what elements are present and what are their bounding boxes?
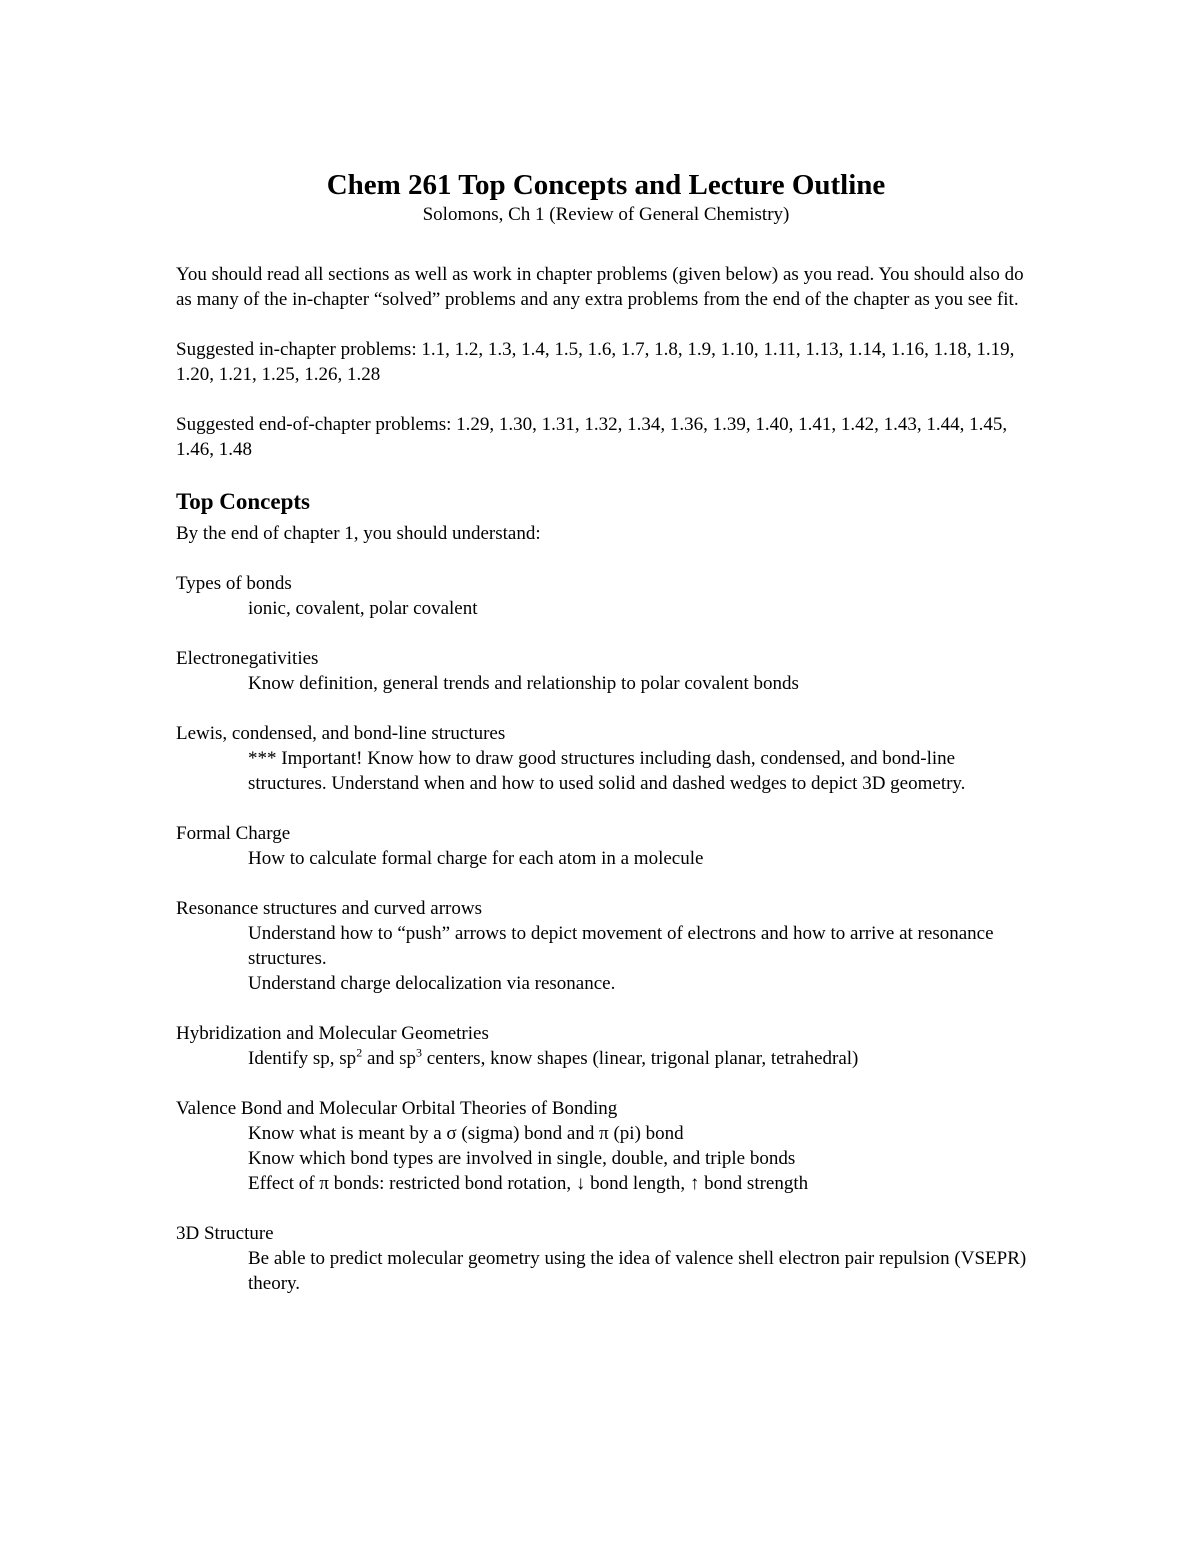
topic-line: Know which bond types are involved in single, double, and triple bonds	[248, 1148, 796, 1169]
intro-paragraph: You should read all sections as well as work in chapter problems (given below) as you read. You should also do as many of the in-chapter “solved” problems and any extra problems from the end of the chapter as you see fit.	[176, 264, 1024, 310]
topic-hybridization	[176, 1021, 1036, 1071]
topic-line: How to calculate formal charge for each atom in a molecule	[248, 848, 704, 869]
top-concepts-heading: Top Concepts	[176, 489, 310, 514]
topic-resonance	[176, 896, 1036, 996]
topic-line: Understand how to “push” arrows to depict movement of electrons and how to arrive at resonance structures.	[248, 923, 994, 969]
hybridization-line	[248, 1046, 1036, 1071]
document-page	[176, 168, 1036, 1321]
topic-title: Formal Charge	[176, 823, 291, 844]
topic-title: Valence Bond and Molecular Orbital Theories of Bonding	[176, 1098, 618, 1119]
topic-line: Understand charge delocalization via resonance.	[248, 973, 616, 994]
topic-formal-charge	[176, 821, 1036, 871]
hybrid-text-3: centers, know shapes (linear, trigonal planar, tetrahedral)	[422, 1048, 859, 1069]
topic-types-of-bonds	[176, 571, 1036, 621]
superscript-2: 2	[356, 1045, 363, 1060]
document-subtitle: Solomons, Ch 1 (Review of General Chemistry)	[422, 204, 790, 225]
topic-title: Types of bonds	[176, 573, 292, 594]
topic-title: Hybridization and Molecular Geometries	[176, 1023, 489, 1044]
topic-line: *** Important! Know how to draw good structures including dash, condensed, and bond-line structures. Understand when and how to used solid and dashed wedges to depict 3D geometry.	[248, 748, 966, 794]
in-chapter-problems: Suggested in-chapter problems: 1.1, 1.2, 1.3, 1.4, 1.5, 1.6, 1.7, 1.8, 1.9, 1.10, 1.11, 1.13, 1.14, 1.16, 1.18, 1.19, 1.20, 1.21, 1.25, 1.26, 1.28	[176, 339, 1015, 385]
topic-electronegativities	[176, 646, 1036, 696]
topic-line: Know what is meant by a σ (sigma) bond and π (pi) bond	[248, 1123, 684, 1144]
topic-title: Lewis, condensed, and bond-line structures	[176, 723, 506, 744]
topic-line: Be able to predict molecular geometry using the idea of valence shell electron pair repulsion (VSEPR) theory.	[248, 1248, 1027, 1294]
topic-3d-structure	[176, 1221, 1036, 1296]
topic-line: Know definition, general trends and relationship to polar covalent bonds	[248, 673, 799, 694]
top-concepts-lead: By the end of chapter 1, you should understand:	[176, 523, 541, 544]
topic-bonding-theories	[176, 1096, 1036, 1196]
superscript-3: 3	[416, 1045, 423, 1060]
topic-structures	[176, 721, 1036, 796]
topic-title: Electronegativities	[176, 648, 319, 669]
hybrid-text-2: and sp	[362, 1048, 417, 1069]
topic-title: 3D Structure	[176, 1223, 274, 1244]
topic-line: Effect of π bonds: restricted bond rotation, ↓ bond length, ↑ bond strength	[248, 1173, 809, 1194]
topic-line: ionic, covalent, polar covalent	[248, 598, 478, 619]
document-title: Chem 261 Top Concepts and Lecture Outline	[326, 169, 886, 201]
hybrid-text-1: Identify sp, sp	[248, 1048, 357, 1069]
topic-title: Resonance structures and curved arrows	[176, 898, 482, 919]
end-of-chapter-problems: Suggested end-of-chapter problems: 1.29, 1.30, 1.31, 1.32, 1.34, 1.36, 1.39, 1.40, 1.41, 1.42, 1.43, 1.44, 1.45, 1.46, 1.48	[176, 414, 1008, 460]
